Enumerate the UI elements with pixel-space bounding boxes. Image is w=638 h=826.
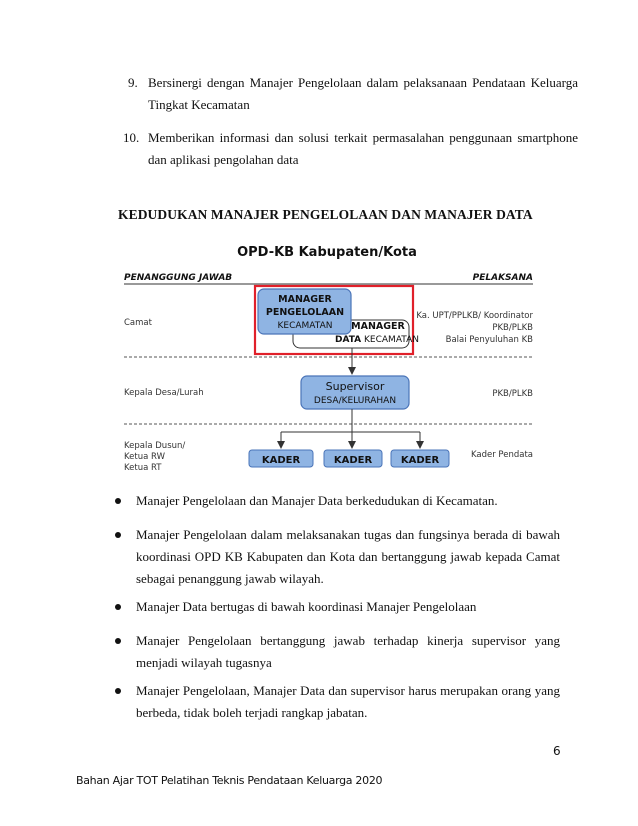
label-dusun-1: Kepala Dusun/ <box>124 441 186 451</box>
mp-line3: KECAMATAN <box>277 321 333 331</box>
kader-label-1: KADER <box>261 455 301 466</box>
md-line2 <box>335 335 419 345</box>
right-header: PELAKSANA <box>472 273 533 283</box>
label-ka-upt-3: Balai Penyuluhan KB <box>445 335 533 345</box>
numbered-item-10 <box>123 127 578 171</box>
bullet-text: Manajer Pengelolaan, Manajer Data dan supervisor harus merupakan orang yang berbeda, tidak boleh terjadi rangkap jabatan. <box>136 683 560 720</box>
supervisor-line1: Supervisor <box>325 380 385 393</box>
org-diagram <box>115 236 540 481</box>
label-dusun-3: Ketua RT <box>124 463 162 473</box>
md-line1: MANAGER <box>351 321 405 332</box>
label-ka-upt-2: PKB/PLKB <box>492 323 533 333</box>
label-ka-upt-1: Ka. UPT/PPLKB/ Koordinator <box>416 311 533 321</box>
bullet-item <box>136 490 560 512</box>
bullet-text: Manajer Data bertugas di bawah koordinasi Manajer Pengelolaan <box>136 599 477 614</box>
item-text: Memberikan informasi dan solusi terkait permasalahan penggunaan smartphone dan aplikasi pengolahan data <box>148 130 578 167</box>
bullet-text: Manajer Pengelolaan dan Manajer Data berkedudukan di Kecamatan. <box>136 493 498 508</box>
bullet-item <box>136 596 560 618</box>
bullet-item <box>136 680 560 724</box>
bullet-dot <box>115 638 121 644</box>
label-camat: Camat <box>124 318 152 328</box>
bullet-dot <box>115 688 121 694</box>
md-rest: KECAMATAN <box>364 335 419 345</box>
bullet-dot <box>115 604 121 610</box>
label-kepala-desa: Kepala Desa/Lurah <box>124 388 204 398</box>
bullet-dot <box>115 532 121 538</box>
bullet-item <box>136 630 560 674</box>
item-number: 9. <box>128 75 138 90</box>
bullet-text: Manajer Pengelolaan bertanggung jawab terhadap kinerja supervisor yang menjadi wilayah tugasnya <box>136 633 560 670</box>
kader-label-2: KADER <box>333 455 373 466</box>
kader-label-3: KADER <box>400 455 440 466</box>
left-header: PENANGGUNG JAWAB <box>124 273 233 283</box>
item-number: 10. <box>123 130 140 145</box>
label-kader-pendata: Kader Pendata <box>470 450 533 460</box>
diagram-title: OPD-KB Kabupaten/Kota <box>237 245 417 260</box>
md-bold: DATA <box>335 335 362 345</box>
page-number: 6 <box>553 744 561 758</box>
footer-text: Bahan Ajar TOT Pelatihan Teknis Pendataan Keluarga 2020 <box>76 774 383 787</box>
mp-line2: PENGELOLAAN <box>265 307 345 318</box>
numbered-item-9 <box>128 72 578 116</box>
item-text: Bersinergi dengan Manajer Pengelolaan dalam pelaksanaan Pendataan Keluarga Tingkat Kecamatan <box>148 75 578 112</box>
supervisor-line2: DESA/KELURAHAN <box>313 396 397 406</box>
label-dusun-2: Ketua RW <box>124 452 165 462</box>
bullet-dot <box>115 498 121 504</box>
mp-line1: MANAGER <box>278 294 332 305</box>
bullet-text: Manajer Pengelolaan dalam melaksanakan tugas dan fungsinya berada di bawah koordinasi OPD KB Kabupaten dan Kota dan bertanggung jawab kepada Camat sebagai penanggung jawab wilayah. <box>136 527 560 586</box>
label-pkb: PKB/PLKB <box>492 389 533 399</box>
bullet-item <box>136 524 560 590</box>
section-heading: KEDUDUKAN MANAJER PENGELOLAAN DAN MANAJER DATA <box>118 207 533 222</box>
